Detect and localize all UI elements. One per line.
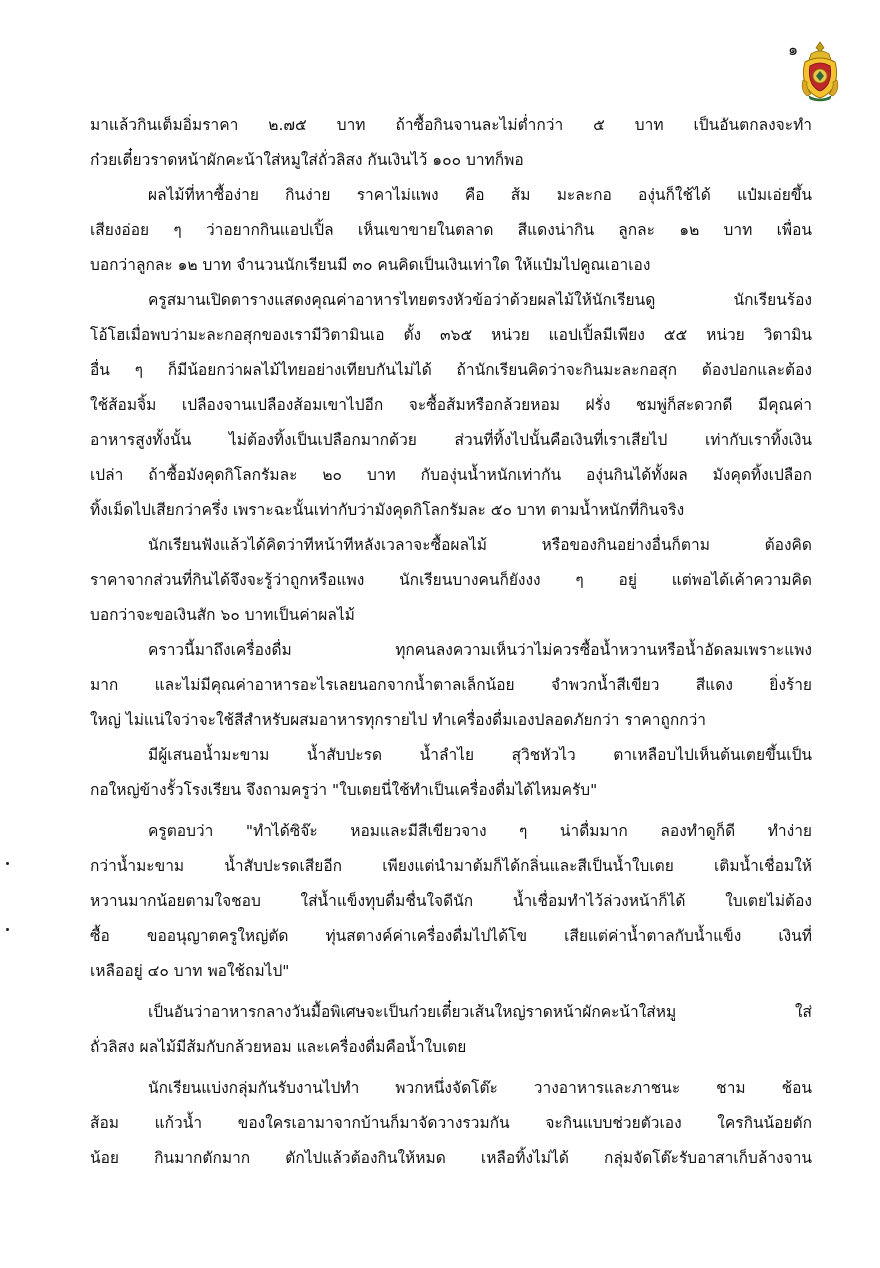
scan-mark — [6, 862, 9, 865]
text-line: ครูตอบว่า "ทำได้ซิจ๊ะ หอมและมีสีเขียวจาง ๆ น่าดื่มมาก ลองทำดูก็ดี ทำง่าย — [148, 822, 812, 840]
text-line: นักเรียนแบ่งกลุ่มกันรับงานไปทำ พวกหนึ่งจัดโต๊ะ วางอาหารและภาชนะ ชาม ช้อน — [148, 1079, 812, 1097]
text-line: เป็นอันว่าอาหารกลางวันมื้อพิเศษจะเป็นก๋วยเตี๋ยวเส้นใหญ่ราดหน้าผักคะน้าใส่หมู ใส่ — [148, 1003, 812, 1021]
text-line: ผลไม้ที่หาซื้อง่าย กินง่าย ราคาไม่แพง คือ ส้ม มะละกอ องุ่นก็ใช้ได้ แป๋มเอ่ยขึ้น — [148, 186, 812, 204]
text-line: ถั่วลิสง ผลไม้มีส้มกับกล้วยหอม และเครื่องดื่มคือน้ำใบเตย — [90, 1038, 467, 1056]
text-line: เปล่า ถ้าซื้อมังคุดกิโลกรัมละ ๒๐ บาท กับองุ่นน้ำหนักเท่ากัน องุ่นกินได้ทั้งผล มังคุดทิ้งเปลือก — [90, 466, 812, 484]
text-line: โอ้โฮเมื่อพบว่ามะละกอสุกของเรามีวิตามินเอ ตั้ง ๓๖๕ หน่วย แอปเปิ้ลมีเพียง ๕๕ หน่วย วิตามิน — [90, 326, 812, 344]
body-text — [90, 108, 812, 1176]
text-line: หวานมากน้อยตามใจชอบ ใส่น้ำแข็งทุบดื่มชื่นใจดีนัก น้ำเชื่อมทำไว้ล่วงหน้าก็ได้ ใบเตยไม่ต้อง — [90, 892, 812, 910]
text-line: เสียงอ่อย ๆ ว่าอยากกินแอปเปิ้ล เห็นเขาขายในตลาด สีแดงน่ากิน ลูกละ ๑๒ บาท เพื่อน — [90, 221, 812, 239]
school-emblem-icon — [797, 40, 843, 102]
text-line: ราคาจากส่วนที่กินได้จึงจะรู้ว่าถูกหรือแพง นักเรียนบางคนก็ยังงง ๆ อยู่ แต่พอได้เค้าความคิด — [90, 571, 812, 589]
text-line: ซื้อ ขออนุญาตครูใหญ่ตัด ทุ่นสตางค์ค่าเครื่องดื่มไปได้โข เสียแต่ค่าน้ำตาลกับน้ำแข็ง เงินที่ — [90, 927, 812, 945]
scan-mark — [6, 928, 9, 931]
text-line: น้อย กินมากตักมาก ตักไปแล้วต้องกินให้หมด เหลือทิ้งไม่ได้ กลุ่มจัดโต๊ะรับอาสาเก็บล้างจาน — [90, 1149, 812, 1167]
text-line: เหลืออยู่ ๔๐ บาท พอใช้ถมไป" — [90, 962, 290, 980]
text-line: คราวนี้มาถึงเครื่องดื่ม ทุกคนลงความเห็นว่าไม่ควรซื้อน้ำหวานหรือน้ำอัดลมเพราะแพง — [148, 641, 812, 659]
text-line: ส้อม แก้วน้ำ ของใครเอามาจากบ้านก็มาจัดวางรวมกัน จะกินแบบช่วยตัวเอง ใครกินน้อยตัก — [90, 1114, 812, 1132]
text-line: ครูสมานเปิดตารางแสดงคุณค่าอาหารไทยตรงหัวข้อว่าด้วยผลไม้ให้นักเรียนดู นักเรียนร้อง — [148, 291, 812, 309]
text-line: นักเรียนฟังแล้วได้คิดว่าทีหน้าทีหลังเวลาจะซื้อผลไม้ หรือของกินอย่างอื่นก็ตาม ต้องคิด — [148, 536, 812, 554]
text-line: มาก และไม่มีคุณค่าอาหารอะไรเลยนอกจากน้ำตาลเล็กน้อย จำพวกน้ำสีเขียว สีแดง ยิ่งร้าย — [90, 676, 812, 694]
text-line: ทิ้งเม็ดไปเสียกว่าครึ่ง เพราะฉะนั้นเท่ากับว่ามังคุดกิโลกรัมละ ๕๐ บาท ตามน้ำหนักที่กินจริง — [90, 501, 685, 519]
text-line: มาแล้วกินเต็มอิ่มราคา ๒.๗๕ บาท ถ้าซื้อกินจานละไม่ต่ำกว่า ๕ บาท เป็นอันตกลงจะทำ — [90, 116, 812, 134]
text-line: กอใหญ่ข้างรั้วโรงเรียน จึงถามครูว่า "ใบเตยนี่ใช้ทำเป็นเครื่องดื่มได้ไหมครับ" — [90, 781, 598, 799]
text-line: กว่าน้ำมะขาม น้ำสับปะรดเสียอีก เพียงแต่นำมาต้มก็ได้กลิ่นและสีเป็นน้ำใบเตย เติมน้ำเชื่อมให้ — [90, 857, 812, 875]
text-line: ก๋วยเตี๋ยวราดหน้าผักคะน้าใส่หมูใส่ถั่วลิสง กันเงินไว้ ๑๐๐ บาทก็พอ — [90, 151, 524, 169]
text-line: อื่น ๆ ก็มีน้อยกว่าผลไม้ไทยอย่างเทียบกันไม่ได้ ถ้านักเรียนคิดว่าจะกินมะละกอสุก ต้องปอกและต้อง — [90, 361, 812, 379]
text-line: ใหญ่ ไม่แน่ใจว่าจะใช้สีสำหรับผสมอาหารทุกรายไป ทำเครื่องดื่มเองปลอดภัยกว่า ราคาถูกกว่า — [90, 711, 707, 729]
text-line: บอกว่าจะขอเงินสัก ๖๐ บาทเป็นค่าผลไม้ — [90, 606, 355, 624]
text-line: ใช้ส้อมจิ้ม เปลืองจานเปลืองส้อมเขาไปอีก จะซื้อส้มหรือกล้วยหอม ฝรั่ง ชมพู่ก็สะดวกดี มีคุณค่า — [90, 396, 812, 414]
text-line: บอกว่าลูกละ ๑๒ บาท จำนวนนักเรียนมี ๓๐ คนคิดเป็นเงินเท่าใด ให้แป๋มไปคูณเอาเอง — [90, 256, 651, 274]
text-line: อาหารสูงทั้งนั้น ไม่ต้องทิ้งเป็นเปลือกมากด้วย ส่วนที่ทิ้งไปนั้นคือเงินที่เราเสียไป เท่ากับเราทิ้งเงิน — [90, 431, 812, 449]
text-line: มีผู้เสนอน้ำมะขาม น้ำสับปะรด น้ำลำไย สุวิชหัวไว ตาเหลือบไปเห็นต้นเตยขึ้นเป็น — [148, 746, 812, 764]
page-number: ๑ — [788, 40, 799, 59]
